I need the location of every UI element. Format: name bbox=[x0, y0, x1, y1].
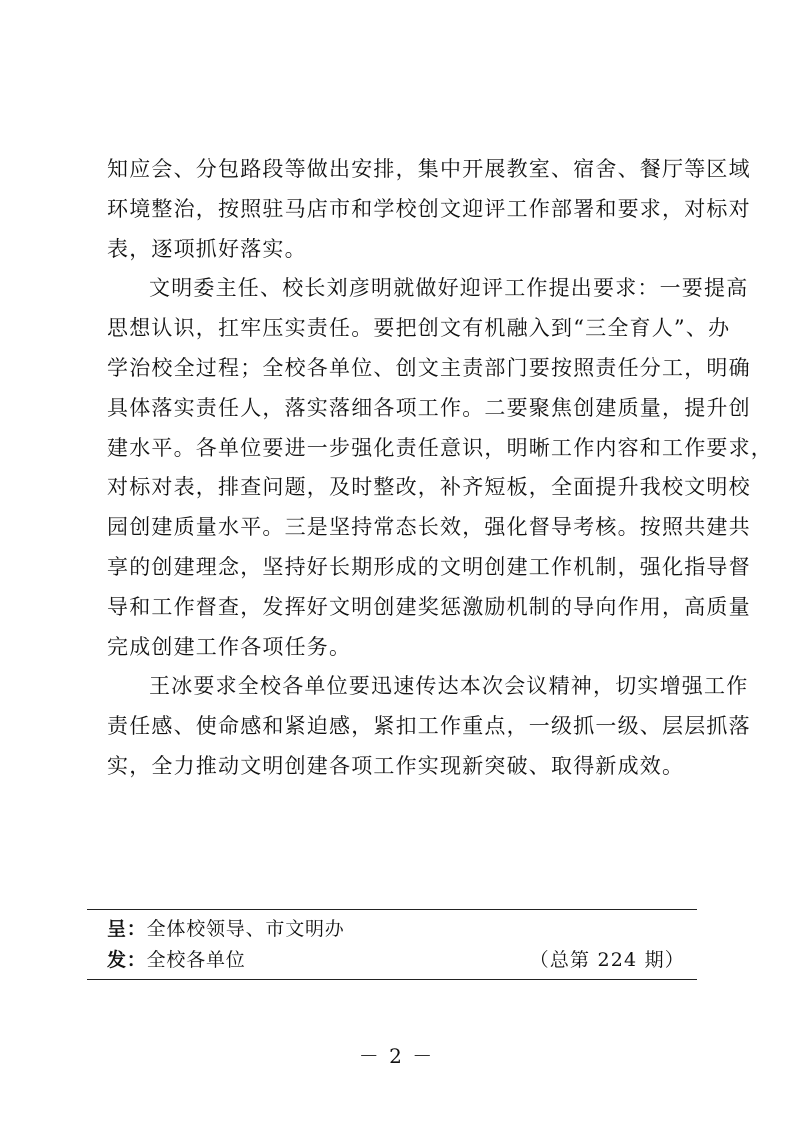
text-line: 具体落实责任人，落实落细各项工作。二要聚焦创建质量，提升创 bbox=[107, 395, 751, 420]
submit-recipients: 全体校领导、市文明办 bbox=[146, 918, 345, 940]
page-number: － 2 － bbox=[358, 1044, 435, 1068]
text-line: 享的创建理念，坚持好长期形成的文明创建工作机制，强化指导督 bbox=[107, 554, 751, 579]
send-label: 发： bbox=[107, 949, 147, 971]
text-line: 实，全力推动文明创建各项工作实现新突破、取得新成效。 bbox=[107, 753, 685, 778]
text-line: 王冰要求全校各单位要迅速传达本次会议精神，切实增强工作 bbox=[149, 674, 749, 699]
text-line: 完成创建工作各项任务。 bbox=[107, 634, 352, 659]
text-line: 对标对表，排查问题，及时整改，补齐短板，全面提升我校文明校 bbox=[107, 475, 751, 500]
text-line: 学治校全过程；全校各单位、创文主责部门要按照责任分工，明确 bbox=[107, 355, 751, 380]
text-line: 思想认识，扛牢压实责任。要把创文有机融入到“三全育人”、办 bbox=[107, 316, 731, 341]
text-line: 园创建质量水平。三是坚持常态长效，强化督导考核。按照共建共 bbox=[107, 515, 751, 540]
paragraph-3 bbox=[107, 667, 751, 786]
text-line: 导和工作督查，发挥好文明创建奖惩激励机制的导向作用，高质量 bbox=[107, 594, 751, 619]
text-line: 表，逐项抓好落实。 bbox=[107, 236, 307, 261]
text-line: 责任感、使命感和紧迫感，紧扣工作重点，一级抓一级、层层抓落 bbox=[107, 714, 751, 739]
text-line: 知应会、分包路段等做出安排，集中开展教室、宿舍、餐厅等区域 bbox=[107, 157, 751, 181]
footer-send-row bbox=[107, 948, 697, 972]
text-line: 环境整治，按照驻马店市和学校创文迎评工作部署和要求，对标对 bbox=[107, 196, 751, 221]
issue-number: （总第 224 期） bbox=[529, 949, 685, 971]
body-text bbox=[107, 150, 773, 787]
paragraph-1 bbox=[107, 150, 751, 269]
paragraph-2 bbox=[107, 269, 773, 667]
text-line: 建水平。各单位要进一步强化责任意识，明晰工作内容和工作要求， bbox=[107, 435, 773, 460]
submit-label: 呈： bbox=[107, 918, 147, 940]
text-line: 文明委主任、校长刘彦明就做好迎评工作提出要求：一要提高 bbox=[149, 276, 749, 301]
footer-top-rule bbox=[87, 909, 697, 910]
send-recipients: 全校各单位 bbox=[146, 949, 246, 971]
footer-submit-row bbox=[107, 917, 697, 941]
footer-bottom-rule bbox=[87, 979, 697, 980]
